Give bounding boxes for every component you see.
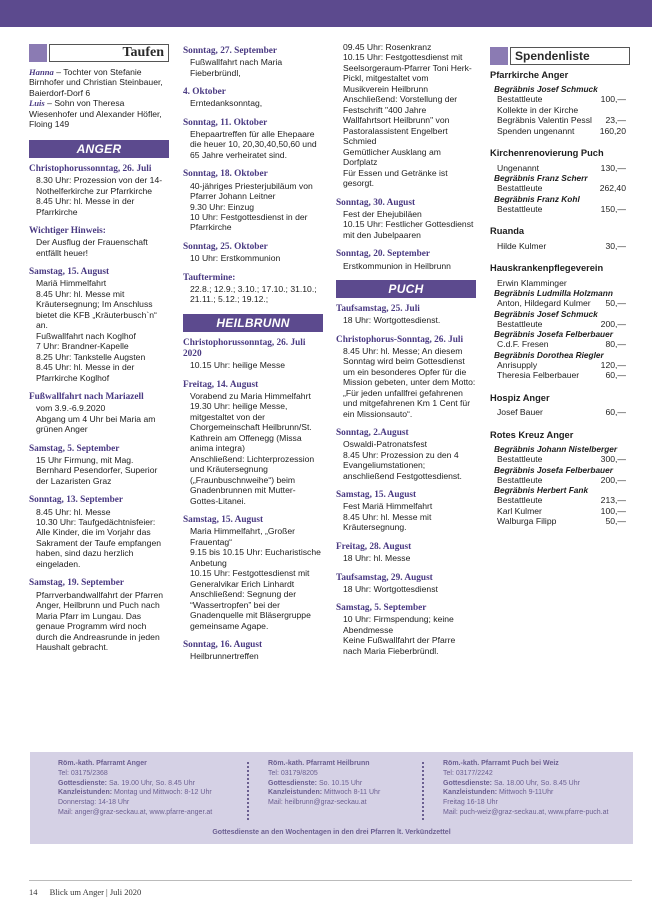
donor-label: Anton, Hildegard Kulmer xyxy=(497,298,591,309)
office-hours xyxy=(443,788,628,798)
event-line: 18 Uhr: Wortgottesdienst xyxy=(343,583,438,594)
event-line: 10.15 Uhr: Festlicher Gottesdienst mit den Jubelpaaren xyxy=(343,219,474,240)
event-title: Sonntag, 11. Oktober xyxy=(183,117,268,128)
donation-amount: 200,— xyxy=(600,474,626,485)
event-line: 10.15 Uhr: Festgottesdienst mit Generalvikar Erich Linhardt xyxy=(190,568,310,589)
event xyxy=(183,242,323,264)
event-title: Wichtiger Hinweis: xyxy=(29,226,106,236)
donation-section-title: Kirchenrenovierung Puch xyxy=(490,148,604,159)
funeral-heading: Begräbnis Johann Nistelberger xyxy=(494,444,618,454)
funeral-heading: Begräbnis Dorothea Riegler xyxy=(494,349,604,360)
parish-contact-box xyxy=(30,752,633,844)
donor-label: Begräbnis Valentin Pessl xyxy=(497,115,592,126)
event-line: 9.15 bis 10.15 Uhr: Eucharistische Anbetung xyxy=(190,547,321,568)
office-hours-extra: Freitag 16-18 Uhr xyxy=(443,799,498,807)
event-line: 8.45 Uhr: hl. Messe xyxy=(36,506,111,517)
funeral-heading: Begräbnis Josef Schmuck xyxy=(494,84,598,95)
office-label: Kanzleistunden: xyxy=(443,789,498,797)
event-title: Sonntag, 16. August xyxy=(183,640,263,650)
donation-row xyxy=(490,475,630,485)
section-title: Taufen xyxy=(49,44,169,62)
publication-name: Blick um Anger | Juli 2020 xyxy=(49,887,142,897)
donor-label: Theresia Felberbauer xyxy=(497,370,580,381)
section-header-spendenliste xyxy=(490,47,630,65)
event-line: 18 Uhr: hl. Messe xyxy=(343,553,411,564)
donation-row xyxy=(490,241,630,251)
parish-band-anger: ANGER xyxy=(29,140,169,158)
event-line: Erntedanksonntag, xyxy=(190,98,263,109)
donation-amount: 200,— xyxy=(600,318,626,329)
donation-amount: 30,— xyxy=(605,240,626,251)
baptism-text: – Sohn von Theresa Wiesenhofer und Alexander Höfler, Floing 149 xyxy=(29,98,162,130)
event-line: 7 Uhr: Brandner-Kapelle xyxy=(36,341,129,352)
baptism-entry xyxy=(29,67,169,98)
event-title: Sonntag, 27. September xyxy=(183,46,278,56)
event xyxy=(29,444,169,487)
donation-section-title: Rotes Kreuz Anger xyxy=(490,429,574,440)
donation-section-title: Ruanda xyxy=(490,226,525,237)
event-title: Tauftermine: xyxy=(183,272,236,283)
donation-row xyxy=(490,495,630,505)
parish-name: Röm.-kath. Pfarramt Heilbrunn xyxy=(268,760,370,767)
baptism-list xyxy=(29,67,169,130)
event-title: Christophorussonntag, 26. Juli 2020 xyxy=(183,337,306,359)
event-line: 8.45 Uhr: Prozession zu den 4 Evangeliumstationen; anschließend Festgottesdienst. xyxy=(343,449,462,481)
event-line: Keine Fußwallfahrt der Pfarre nach Maria Fieberbründl. xyxy=(343,635,456,656)
event-title: Samstag, 5. September xyxy=(336,603,427,614)
donation-row xyxy=(490,454,630,464)
event-line: 8.45 Uhr: hl. Messe; An diesem Sonntag wird beim Gottesdienst um ein besonderes Opfer für die Mission gebeten, unter dem Motto: „Für jeden unfallfrei gefahrenen und mitgefahrenen Km 1 Cent für ein Missionsauto“. xyxy=(343,345,476,419)
event-line: Der Ausflug der Frauenschaft entfällt heuer! xyxy=(36,237,148,258)
event xyxy=(183,515,323,631)
event xyxy=(183,380,323,506)
event xyxy=(183,169,323,233)
office-value: Mittwoch 8-11 Uhr xyxy=(322,789,381,797)
column-spendenliste xyxy=(490,47,630,539)
baptism-text: – Tochter von Stefanie Birnhofer und Christian Steinbauer, Baierdorf-Dorf 6 xyxy=(29,67,163,98)
event xyxy=(29,226,169,258)
event-title: Taufsamstag, 25. Juli xyxy=(336,304,420,315)
event xyxy=(183,640,323,662)
donation-amount: 23,— xyxy=(605,115,626,126)
event-line: Gemütlicher Ausklang am Dorfplatz xyxy=(343,146,441,168)
donor-label: Bestattleute xyxy=(497,94,543,105)
event-line: Ehepaartreffen für alle Ehepaare die heuer 10, 20,30,40,50,60 und 65 Jahre verheiratet sind. xyxy=(190,128,317,160)
event-title: Freitag, 28. August xyxy=(336,541,412,552)
event-list xyxy=(336,304,476,656)
event-line: 10.30 Uhr: Taufgedächtnisfeier: Alle Kinder, die im Vorjahr das Sakrament der Taufe empfangen haben, sind dazu herzlich eingeladen. xyxy=(36,516,162,569)
event xyxy=(29,164,169,217)
office-value: Montag und Mittwoch: 8-12 Uhr xyxy=(112,789,212,797)
event xyxy=(29,495,169,569)
parish-phone: Tel: 03175/2368 xyxy=(58,769,108,777)
event-line: vom 3.9.-6.9.2020 xyxy=(36,403,106,414)
donor-label: Bestattleute xyxy=(497,495,543,506)
parish-mail: Mail: puch-weiz@graz-seckau.at, www.pfarre-puch.at xyxy=(443,808,609,816)
divider xyxy=(422,762,424,820)
donor-label: C.d.F. Fresen xyxy=(497,339,549,350)
event xyxy=(29,392,169,435)
event xyxy=(29,267,169,383)
event-line: Heilbrunnertreffen xyxy=(190,651,259,662)
event-line: 09.45 Uhr: Rosenkranz xyxy=(343,42,432,52)
donor-label: Ungenannt xyxy=(497,162,540,173)
event-list xyxy=(29,164,169,653)
column-anger-cont xyxy=(183,46,323,671)
donation-amount: 60,— xyxy=(605,407,626,418)
event xyxy=(336,573,476,595)
parish-band-heilbrunn: HEILBRUNN xyxy=(183,314,323,332)
donation-row xyxy=(490,360,630,370)
event xyxy=(183,118,323,161)
column-heilbrunn-puch xyxy=(336,42,476,665)
event-line: Maria Himmelfahrt, „Großer Frauentag“ xyxy=(190,526,296,547)
event-title: Samstag, 19. September xyxy=(29,578,125,589)
column-anger xyxy=(29,44,169,661)
event xyxy=(183,338,323,371)
event-line: Anschließend: Segnung der “Wassertropfen” bei der Gnadenquelle mit Bläsergruppe gemeinsame Agape. xyxy=(190,589,311,631)
event-line: 8.45 Uhr: hl. Messe in der Pfarrkirche xyxy=(36,196,135,217)
donation-row xyxy=(490,298,630,308)
parish-band-puch: PUCH xyxy=(336,280,476,298)
donation-section xyxy=(490,393,630,418)
parish-name: Röm.-kath. Pfarramt Puch bei Weiz xyxy=(443,760,559,767)
event xyxy=(183,46,323,78)
top-color-bar xyxy=(0,0,652,27)
event-line: Abgang um 4 Uhr bei Maria am grünen Anger xyxy=(36,413,156,435)
service-value: Sa. 18.00 Uhr, So. 8.45 Uhr xyxy=(492,779,580,787)
donation-section xyxy=(490,70,630,136)
donor-label: Spenden ungenannt xyxy=(497,125,575,136)
donor-label: Bestattleute xyxy=(497,318,543,329)
event-line: Fußwallfahrt nach Koglhof xyxy=(36,330,136,341)
event-line: 40-jähriges Priesterjubiläum von Pfarrer Johann Leitner xyxy=(190,180,313,202)
event-title: Taufsamstag, 29. August xyxy=(336,572,433,583)
event xyxy=(336,304,476,326)
event-line: Für Essen und Getränke ist gesorgt. xyxy=(343,167,448,189)
donor-label: Josef Bauer xyxy=(497,407,543,418)
donation-amount: 100,— xyxy=(600,505,626,516)
funeral-heading: Begräbnis Ludmilla Holzmann xyxy=(494,288,613,298)
event-line: Fußwallfahrt nach Maria Fieberbründl, xyxy=(190,57,283,78)
service-label: Gottesdienste: xyxy=(268,779,318,787)
service-label: Gottesdienste: xyxy=(58,779,108,787)
event-line: 15 Uhr Firmung, mit Mag. Bernhard Pesendorfer, Superior der Lazaristen Graz xyxy=(36,454,158,486)
event-title: Sonntag, 20. September xyxy=(336,249,431,260)
funeral-heading: Begräbnis Josefa Felberbauer xyxy=(494,329,613,340)
event-title: Samstag, 15. August xyxy=(336,490,417,501)
event-title: Samstag, 15. August xyxy=(183,515,264,525)
event-title: Christophorussonntag, 26. Juli xyxy=(29,163,152,174)
donation-section xyxy=(490,430,630,527)
parish-contact-anger xyxy=(58,759,238,818)
funeral-heading: Begräbnis Franz Kohl xyxy=(494,193,580,204)
donation-section-title: Hauskrankenpflegeverein xyxy=(490,263,604,274)
event xyxy=(183,87,323,109)
event xyxy=(183,273,323,305)
donor-label: Hilde Kulmer xyxy=(497,240,547,251)
donation-amount: 120,— xyxy=(600,359,626,370)
donor-label: Anrisupply xyxy=(497,359,538,370)
donation-amount: 160,20 xyxy=(599,125,626,136)
event-title: Sonntag, 25. Oktober xyxy=(183,241,268,252)
event-line: 10.15 Uhr: heilige Messe xyxy=(190,360,286,371)
funeral-heading: Begräbnis Franz Scherr xyxy=(494,173,588,184)
donation-row xyxy=(490,319,630,329)
parish-mail: Mail: anger@graz-seckau.at, www.pfarre-anger.at xyxy=(58,808,213,816)
office-label: Kanzleistunden: xyxy=(58,789,113,797)
donation-amount: 130,— xyxy=(600,162,626,173)
donation-row xyxy=(490,516,630,526)
header-square xyxy=(29,44,47,62)
office-label: Kanzleistunden: xyxy=(268,789,323,797)
event-title: Sonntag, 2.August xyxy=(336,428,409,439)
weekday-service-note: Gottesdienste an den Wochentagen in den drei Pfarren lt. Verkündzettel xyxy=(212,829,451,836)
donation-row xyxy=(490,105,630,115)
event-line: 22.8.; 12.9.; 3.10.; 17.10.; 31.10.; 21.11.; 5.12.; 19.12.; xyxy=(190,283,317,305)
event-line: Anschließend: Vorstellung der Festschrift "400 Jahre Wallfahrtsort Heilbrunn" von Pastoralassistent Engelbert Schmied xyxy=(343,94,458,147)
donation-section xyxy=(490,226,630,251)
office-value: Mittwoch 9-11Uhr xyxy=(497,789,554,797)
event-title: Freitag, 14. August xyxy=(183,379,259,390)
donor-label: Walburga Filipp xyxy=(497,516,557,527)
event-line: Fest Mariä Himmelfahrt xyxy=(343,501,433,512)
divider xyxy=(247,762,249,820)
donation-row xyxy=(490,506,630,516)
event-line: 9.30 Uhr: Einzug xyxy=(190,201,255,212)
event-list xyxy=(183,46,323,305)
donation-row xyxy=(490,278,630,288)
section-header-taufen xyxy=(29,44,169,62)
event-line: Anschließend: Lichterprozession und Kräutersegnung („Fraunbuschnweihe“) beim Gnadenbrunnen mit Mutter-Gottes-Litanei. xyxy=(190,453,315,506)
parish-contact-heilbrunn xyxy=(268,759,438,808)
event-title: 4. Oktober xyxy=(183,87,226,98)
donation-row xyxy=(490,115,630,125)
donation-row xyxy=(490,126,630,136)
office-hours xyxy=(268,788,438,798)
donation-row xyxy=(490,94,630,104)
donor-label: Kollekte in der Kirche xyxy=(497,104,579,115)
event-line: 10 Uhr: Firmspendung; keine Abendmesse xyxy=(343,614,454,635)
donation-section xyxy=(490,263,630,381)
donation-amount: 150,— xyxy=(600,203,626,214)
event-title: Samstag, 5. September xyxy=(29,443,120,454)
baptism-entry xyxy=(29,98,169,129)
event-line: Mariä Himmelfahrt xyxy=(36,278,107,289)
funeral-heading: Begräbnis Josefa Felberbauer xyxy=(494,464,613,475)
service-times xyxy=(443,779,628,789)
event xyxy=(336,542,476,564)
event-line: 8.45 Uhr: hl. Messe mit Kräutersegnung. xyxy=(343,511,432,533)
donation-section xyxy=(490,148,630,214)
event-line: 8.45 Uhr: hl. Messe in der Pfarrkirche Koglhof xyxy=(36,362,135,383)
event-list xyxy=(183,338,323,662)
event xyxy=(336,42,476,189)
donor-label: Bestattleute xyxy=(497,183,543,194)
parish-phone: Tel: 03179/8205 xyxy=(268,769,318,777)
donation-row xyxy=(490,407,630,417)
event-line: 8.45 Uhr: hl. Messe mit Kräutersegnung; Im Anschluss bietet die KFB „Kräuterbusch`n“ an. xyxy=(36,288,157,331)
event-line: 10.15 Uhr: Festgottesdienst mit Seelsorgeraum-Pfarrer Toni Herk-Pickl, mitgestaltet vom Musikverein Heilbrunn xyxy=(343,52,472,94)
event-title: Samstag, 15. August xyxy=(29,267,110,278)
office-hours-extra: Donnerstag: 14-18 Uhr xyxy=(58,799,130,807)
event-line: 10 Uhr: Erstkommunion xyxy=(190,253,281,264)
event-line: 8.25 Uhr: Tankstelle Augsten xyxy=(36,351,146,362)
donation-row xyxy=(490,163,630,173)
donation-list xyxy=(490,70,630,527)
donation-amount: 300,— xyxy=(600,454,626,465)
donation-row xyxy=(490,183,630,193)
service-label: Gottesdienste: xyxy=(443,779,493,787)
office-hours xyxy=(58,788,238,798)
header-square xyxy=(490,47,508,65)
service-times xyxy=(268,779,438,789)
event-title: Fußwallfahrt nach Mariazell xyxy=(29,392,144,403)
event-line: 19.30 Uhr: heilige Messe, mitgestaltet von der Chorgemeinschaft Heilbrunn/St. Kathrein am Offenegg (Missa anima integra) xyxy=(190,401,312,454)
event-title: Sonntag, 13. September xyxy=(29,495,124,506)
donation-section-title: Hospiz Anger xyxy=(490,392,550,403)
page-footer xyxy=(29,887,151,897)
service-value: Sa. 19.00 Uhr, So. 8.45 Uhr xyxy=(107,779,195,787)
donation-section-title: Pfarrkirche Anger xyxy=(490,70,569,80)
donation-amount: 80,— xyxy=(605,339,626,350)
event-title: Christophorus-Sonntag, 26. Juli xyxy=(336,334,464,345)
service-times xyxy=(58,779,238,789)
parish-phone: Tel: 03177/2242 xyxy=(443,769,493,777)
event-line: Pfarrverbandwallfahrt der Pfarren Anger, Heilbrunn und Puch nach Maria Pfarr im Lungau. Das genaue Programm wird noch durch die Andreasrunde in jeden Haushalt gebracht. xyxy=(36,589,164,652)
donor-label: Bestattleute xyxy=(497,474,543,485)
page-number: 14 xyxy=(29,887,38,897)
funeral-heading: Begräbnis Josef Schmuck xyxy=(494,308,598,319)
donation-amount: 50,— xyxy=(605,516,626,527)
donation-row xyxy=(490,204,630,214)
event-line: 10 Uhr: Festgottesdienst in der Pfarrkirche xyxy=(190,211,308,233)
funeral-heading: Begräbnis Herbert Fank xyxy=(494,485,589,496)
donation-amount: 100,— xyxy=(600,94,626,105)
parish-name: Röm.-kath. Pfarramt Anger xyxy=(58,760,147,767)
parish-mail: Mail: heilbrunn@graz-seckau.at xyxy=(268,799,367,807)
event xyxy=(336,490,476,533)
donation-amount: 262,40 xyxy=(599,183,626,194)
donation-amount: 213,— xyxy=(600,495,626,506)
event-line: 8.30 Uhr: Prozession von der 14-Nothelferkirche zur Pfarrkirche xyxy=(36,175,163,196)
donation-row xyxy=(490,339,630,349)
event-line: Oswaldi-Patronatsfest xyxy=(343,439,428,450)
event-list xyxy=(336,42,476,271)
event-line: Vorabend zu Maria Himmelfahrt xyxy=(190,390,311,401)
event-line: Erstkommunion in Heilbrunn xyxy=(343,260,451,271)
section-title: Spendenliste xyxy=(510,47,630,65)
event xyxy=(29,578,169,652)
child-name: Hanna xyxy=(29,67,54,77)
donation-amount: 50,— xyxy=(605,298,626,309)
footer-rule xyxy=(29,880,632,881)
event-title: Sonntag, 18. Oktober xyxy=(183,169,268,180)
event-line: 18 Uhr: Wortgottesdienst. xyxy=(343,315,441,326)
donation-amount: 60,— xyxy=(605,370,626,381)
donor-label: Bestattleute xyxy=(497,454,543,465)
event xyxy=(336,603,476,656)
donor-label: Erwin Klamminger xyxy=(497,277,567,288)
event xyxy=(336,198,476,241)
event-line: Fest der Ehejubiläen xyxy=(343,208,422,219)
event xyxy=(336,428,476,481)
service-value: So. 10.15 Uhr xyxy=(317,779,363,787)
event xyxy=(336,335,476,420)
event-title: Sonntag, 30. August xyxy=(336,197,416,208)
event xyxy=(336,249,476,271)
child-name: Luis xyxy=(29,98,45,109)
parish-contact-puch xyxy=(443,759,628,818)
donor-label: Karl Kulmer xyxy=(497,505,542,516)
donation-row xyxy=(490,370,630,380)
donor-label: Bestattleute xyxy=(497,203,543,214)
